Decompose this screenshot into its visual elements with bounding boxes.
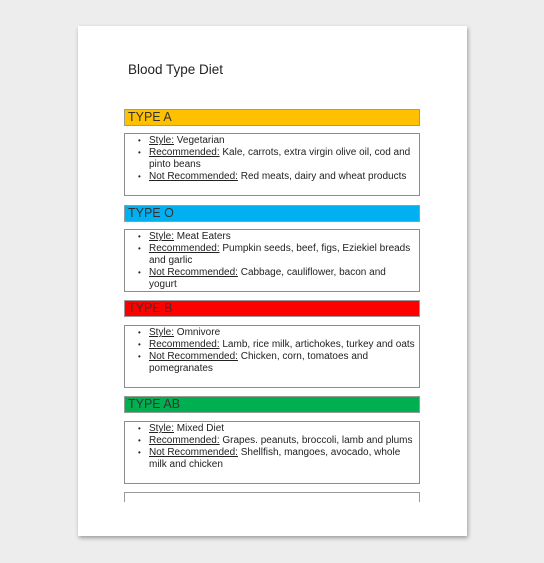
section-box-type-o — [124, 229, 420, 292]
list-item: • Recommended: Pumpkin seeds, beef, figs, Eziekiel breads and garlic — [138, 243, 411, 266]
item-text: Cabbage, cauliflower, bacon and yogurt — [149, 267, 386, 290]
item-label: Recommended: — [149, 243, 220, 254]
section-header-type-o: TYPE O — [124, 205, 420, 222]
item-text: Mixed Diet — [174, 423, 225, 434]
item-label: Style: — [149, 231, 175, 242]
item-text: Lamb, rice milk, artichokes, turkey and oats — [219, 339, 415, 350]
item-text: Grapes. peanuts, broccoli, lamb and plums — [219, 435, 413, 446]
section-box-type-a — [124, 133, 420, 196]
item-label: Style: — [149, 423, 175, 434]
item-label: Not Recommended: — [149, 171, 238, 182]
section-box-type-ab — [124, 421, 420, 484]
item-text: Shellfish, mangoes, avocado, whole milk and chicken — [149, 447, 401, 470]
item-text: Chicken, corn, tomatoes and pomegranates — [149, 351, 369, 374]
list-item: • Not Recommended: Red meats, dairy and wheat products — [138, 171, 407, 182]
list-item: • Not Recommended: Shellfish, mangoes, avocado, whole milk and chicken — [138, 447, 401, 470]
item-text: Red meats, dairy and wheat products — [237, 171, 407, 182]
list-item: • Not Recommended: Chicken, corn, tomatoes and pomegranates — [138, 351, 369, 374]
document-title: Blood Type Diet — [128, 62, 224, 77]
list-item: • Style: Vegetarian — [138, 135, 225, 146]
list-item: • Not Recommended: Cabbage, cauliflower, bacon and yogurt — [138, 267, 386, 290]
document-page — [78, 26, 467, 536]
list-item: • Style: Omnivore — [138, 327, 221, 338]
item-text: Kale, carrots, extra virgin olive oil, cod and pinto beans — [149, 147, 411, 170]
list-item: • Style: Mixed Diet — [138, 423, 225, 434]
item-label: Style: — [149, 135, 175, 146]
item-text: Vegetarian — [174, 135, 225, 146]
list-item: • Recommended: Grapes. peanuts, broccoli, lamb and plums — [138, 435, 413, 446]
section-box-type-b — [124, 325, 420, 388]
list-item: • Recommended: Kale, carrots, extra virgin olive oil, cod and pinto beans — [138, 147, 411, 170]
section-header-type-a: TYPE A — [124, 109, 420, 126]
item-label: Not Recommended: — [149, 351, 238, 362]
item-label: Not Recommended: — [149, 267, 238, 278]
item-label: Recommended: — [149, 435, 220, 446]
empty-section-box — [124, 492, 420, 502]
list-item: • Recommended: Lamb, rice milk, artichokes, turkey and oats — [138, 339, 415, 350]
item-label: Recommended: — [149, 339, 220, 350]
item-text: Pumpkin seeds, beef, figs, Eziekiel breads and garlic — [149, 243, 411, 266]
item-label: Style: — [149, 327, 175, 338]
section-header-type-ab: TYPE AB — [124, 396, 420, 413]
item-label: Not Recommended: — [149, 447, 238, 458]
item-label: Recommended: — [149, 147, 220, 158]
section-header-type-b: TYPE B — [124, 300, 420, 317]
list-item: • Style: Meat Eaters — [138, 231, 231, 242]
item-text: Omnivore — [174, 327, 221, 338]
item-text: Meat Eaters — [174, 231, 231, 242]
